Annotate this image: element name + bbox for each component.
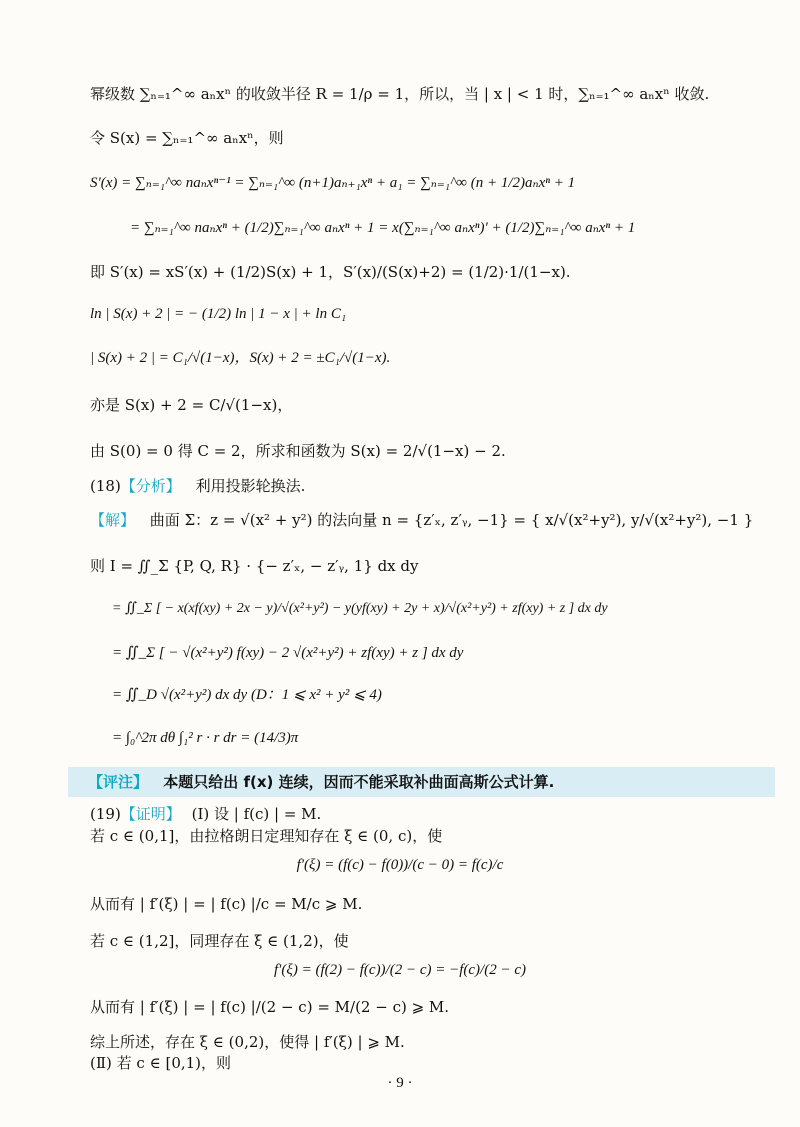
comment-text: 本题只给出 f(x) 连续，因而不能采取补曲面高斯公式计算. (163, 773, 555, 791)
proof-formula: f′(ξ) = (f(c) − f(0))/(c − 0) = f(c)/c (296, 857, 504, 873)
integral-line: = ∬_D √(x²+y²) dx dy (D：1 ⩽ x² + y² ⩽ 4) (112, 687, 382, 703)
page-number: · 9 · (387, 1075, 413, 1091)
text-line: 幂级数 ∑ₙ₌₁^∞ aₙxⁿ 的收敛半径 R = 1/ρ = 1，所以，当 | x | < 1 时，∑ₙ₌₁^∞ aₙxⁿ 收敛. (90, 85, 710, 103)
analysis-tag: 【分析】 (120, 477, 181, 495)
analysis-text: 利用投影轮换法. (195, 477, 306, 495)
comment-box (68, 767, 775, 797)
text-line: 即 S′(x) = xS′(x) + (1/2)S(x) + 1，S′(x)/(S(x)+2) = (1/2)·1/(1−x). (90, 263, 571, 281)
integral-line: = ∫₀^2π dθ ∫₁² r · r dr = (14/3)π (112, 730, 299, 746)
section-number: (19) (90, 805, 121, 823)
solution-text: 曲面 Σ：z = √(x² + y²) 的法向量 n = {z′ₓ, z′ᵧ, −1} = { x/√(x²+y²), y/√(x²+y²), −1 } (149, 511, 754, 529)
integral-line: = ∬_Σ [ − x(xf(xy) + 2x − y)/√(x²+y²) − y(yf(xy) + 2y + x)/√(x²+y²) + zf(xy) + z ] dx dy (112, 601, 608, 616)
solution-line (90, 510, 760, 530)
integral-line: = ∬_Σ [ − √(x²+y²) f(xy) − 2 √(x²+y²) + zf(xy) + z ] dx dy (112, 645, 464, 661)
text-line: 令 S(x) = ∑ₙ₌₁^∞ aₙxⁿ，则 (90, 129, 284, 147)
proof-tag: 【证明】 (120, 805, 181, 823)
section-18-heading (90, 476, 760, 496)
solution-tag: 【解】 (90, 511, 136, 529)
formula-line: S′(x) = ∑ₙ₌₁^∞ naₙxⁿ⁻¹ = ∑ₙ₌₁^∞ (n+1)aₙ₊₁xⁿ + a₁ = ∑ₙ₌₁^∞ (n + 1/2)aₙxⁿ + 1 (90, 175, 576, 191)
proof-line: (Ⅱ) 若 c ∈ [0,1)，则 (90, 1054, 232, 1072)
comment-tag: 【评注】 (88, 773, 149, 791)
proof-line: 若 c ∈ (1,2]，同理存在 ξ ∈ (1,2)，使 (90, 932, 349, 950)
text-line: 由 S(0) = 0 得 C = 2，所求和函数为 S(x) = 2/√(1−x) − 2. (90, 442, 506, 460)
proof-line: 从而有 | f′(ξ) | = | f(c) |/c = M/c ⩾ M. (90, 895, 363, 913)
proof-line: 综上所述，存在 ξ ∈ (0,2)，使得 | f′(ξ) | ⩾ M. (90, 1033, 405, 1051)
text-line: 亦是 S(x) + 2 = C/√(1−x)， (90, 396, 293, 414)
formula-line: ln | S(x) + 2 | = − (1/2) ln | 1 − x | + ln C₁ (90, 306, 347, 322)
formula-line: = ∑ₙ₌₁^∞ naₙxⁿ + (1/2)∑ₙ₌₁^∞ aₙxⁿ + 1 = x(∑ₙ₌₁^∞ aₙxⁿ)′ + (1/2)∑ₙ₌₁^∞ aₙxⁿ + 1 (130, 220, 636, 236)
integral-line: 则 I = ∬_Σ {P, Q, R} · {− z′ₓ, − z′ᵧ, 1} dx dy (90, 557, 419, 575)
formula-line: | S(x) + 2 | = C₁/√(1−x)，S(x) + 2 = ±C₁/√(1−x). (90, 350, 391, 366)
proof-line: 若 c ∈ (0,1]，由拉格朗日定理知存在 ξ ∈ (0, c)，使 (90, 827, 443, 845)
proof-text: (Ⅰ) 设 | f(c) | = M. (191, 805, 322, 823)
proof-line: 从而有 | f′(ξ) | = | f(c) |/(2 − c) = M/(2 − c) ⩾ M. (90, 998, 450, 1016)
comment-text-row (88, 773, 554, 791)
proof-formula: f′(ξ) = (f(2) − f(c))/(2 − c) = −f(c)/(2 − c) (273, 962, 526, 978)
section-19-heading (90, 804, 760, 824)
section-number: (18) (90, 477, 121, 495)
